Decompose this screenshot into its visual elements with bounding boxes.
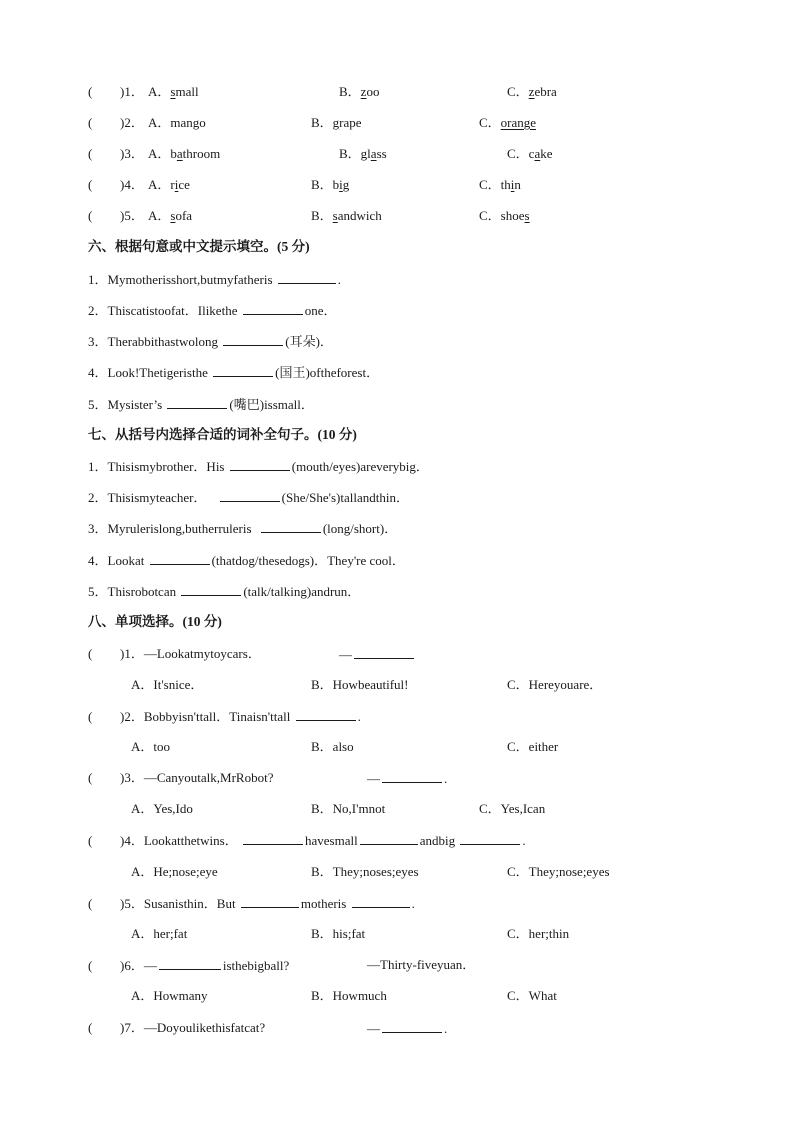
option-a: A．too: [131, 739, 171, 754]
sec5-row-2: [88, 115, 144, 131]
fill-blank[interactable]: [261, 520, 321, 533]
sec8-q1-reply: —: [339, 646, 416, 663]
question-number: )1．: [120, 84, 144, 99]
fill-blank[interactable]: [150, 552, 210, 565]
sec5-row-4: [88, 177, 144, 193]
fill-blank[interactable]: [296, 708, 356, 721]
sec8-q6-reply: —Thirty-fiveyuan．: [367, 957, 476, 972]
sec5-row-3: [88, 146, 144, 162]
fill-blank[interactable]: [167, 396, 227, 409]
option-a: A．mango: [148, 115, 206, 130]
sec7-item-4: 4．Lookat (thatdog/thesedogs)．They're cool．: [88, 553, 405, 568]
sec8-q2: ( )2．Bobbyisn'ttall．Tinaisn'ttall .: [88, 709, 361, 724]
fill-blank[interactable]: [159, 957, 221, 970]
option-b: B．They;noses;eyes: [311, 864, 419, 879]
fill-blank[interactable]: [213, 364, 273, 377]
option-b: B．zoo: [339, 84, 380, 99]
option-a: A．small: [148, 84, 199, 99]
fill-blank[interactable]: [243, 302, 303, 315]
option-b: B．No,I'mnot: [311, 801, 386, 816]
fill-blank[interactable]: [360, 832, 418, 845]
option-c: C．They;nose;eyes: [507, 864, 610, 879]
answer-paren[interactable]: (: [88, 958, 93, 973]
option-b: B．Howbeautiful!: [311, 677, 409, 692]
option-c: C．her;thin: [507, 926, 570, 941]
fill-blank[interactable]: [278, 271, 336, 284]
fill-blank[interactable]: [220, 489, 280, 502]
sec7-item-3: 3．Myrulerislong,butherruleris (long/short)．: [88, 521, 398, 536]
option-c: C．thin: [479, 177, 521, 192]
sec8-q5: ( )5．Susanisthin．But motheris .: [88, 896, 415, 911]
fill-blank[interactable]: [181, 583, 241, 596]
option-c: C．zebra: [507, 84, 557, 99]
option-a: A．Yes,Ido: [131, 801, 193, 816]
answer-paren[interactable]: (: [88, 208, 93, 223]
sec6-item-5: 5．Mysister’s (嘴巴)issmall．: [88, 397, 314, 412]
sec8-q7: ( )7．—Doyoulikethisfatcat?: [88, 1020, 266, 1035]
fill-blank[interactable]: [382, 770, 442, 783]
option-b: B．sandwich: [311, 208, 382, 223]
sec8-q7-reply: — .: [367, 1021, 448, 1036]
option-a: A．It'snice．: [131, 677, 204, 692]
answer-paren[interactable]: (: [88, 1020, 93, 1035]
question-number: )2．: [120, 115, 144, 130]
sec8-q3-reply: — .: [367, 771, 448, 786]
sec5-row-1: [88, 84, 144, 100]
answer-paren[interactable]: (: [88, 146, 93, 161]
sec6-item-2: 2．Thiscatistoofat．Ilikethe one．: [88, 303, 337, 318]
option-b: B．his;fat: [311, 926, 366, 941]
sec8-q1: ( )1．—Lookatmytoycars．: [88, 646, 261, 661]
sec7-item-5: 5．Thisrobotcan (talk/talking)andrun．: [88, 584, 361, 599]
question-number: )4．: [120, 177, 144, 192]
fill-blank[interactable]: [354, 646, 414, 659]
option-c: C．Yes,Ican: [479, 801, 546, 816]
fill-blank[interactable]: [223, 333, 283, 346]
option-b: B．grape: [311, 115, 362, 130]
sec7-item-1: 1．Thisismybrother．His (mouth/eyes)areverybig．: [88, 459, 429, 474]
sec6-item-4: 4．Look!Thetigeristhe (国王)oftheforest．: [88, 365, 380, 380]
option-b: B．big: [311, 177, 350, 192]
fill-blank[interactable]: [243, 832, 303, 845]
sec8-q3: ( )3．—Canyoutalk,MrRobot?: [88, 770, 274, 785]
answer-paren[interactable]: (: [88, 115, 93, 130]
option-a: A．bathroom: [148, 146, 221, 161]
fill-blank[interactable]: [230, 458, 290, 471]
fill-blank[interactable]: [241, 895, 299, 908]
option-a: A．rice: [148, 177, 190, 192]
sec8-q6: ( )6．— isthebigball?: [88, 958, 290, 973]
fill-blank[interactable]: [382, 1020, 442, 1033]
sec8-q4: ( )4．Lookatthetwins． havesmall andbig .: [88, 833, 526, 848]
option-a: A．He;nose;eye: [131, 864, 218, 879]
option-c: C．Hereyouare．: [507, 677, 603, 692]
option-a: A．her;fat: [131, 926, 188, 941]
sec5-row-5: [88, 208, 144, 224]
answer-paren[interactable]: (: [88, 770, 93, 785]
option-a: A．Howmany: [131, 988, 208, 1003]
answer-paren[interactable]: (: [88, 177, 93, 192]
option-c: C．either: [507, 739, 559, 754]
section-8-title: 八、单项选择。(10 分): [88, 614, 222, 629]
sec6-item-1: 1．Mymotherisshort,butmyfatheris .: [88, 272, 342, 287]
sec6-item-3: 3．Therabbithastwolong (耳朵)．: [88, 334, 333, 349]
question-number: )3．: [120, 146, 144, 161]
option-c: C．What: [507, 988, 557, 1003]
option-b: B．glass: [339, 146, 387, 161]
answer-paren[interactable]: (: [88, 896, 93, 911]
option-c: C．cake: [507, 146, 553, 161]
option-c: C．orange: [479, 115, 537, 130]
option-b: B．also: [311, 739, 354, 754]
fill-blank[interactable]: [352, 895, 410, 908]
option-a: A．sofa: [148, 208, 193, 223]
answer-paren[interactable]: (: [88, 646, 93, 661]
answer-paren[interactable]: (: [88, 84, 93, 99]
answer-paren[interactable]: (: [88, 833, 93, 848]
question-number: )5．: [120, 208, 144, 223]
option-c: C．shoes: [479, 208, 530, 223]
option-b: B．Howmuch: [311, 988, 387, 1003]
section-7-title: 七、从括号内选择合适的词补全句子。(10 分): [88, 427, 357, 442]
sec7-item-2: 2．Thisismyteacher． (She/She's)tallandthin．: [88, 490, 409, 505]
answer-paren[interactable]: (: [88, 709, 93, 724]
section-6-title: 六、根据句意或中文提示填空。(5 分): [88, 239, 310, 254]
fill-blank[interactable]: [460, 832, 520, 845]
